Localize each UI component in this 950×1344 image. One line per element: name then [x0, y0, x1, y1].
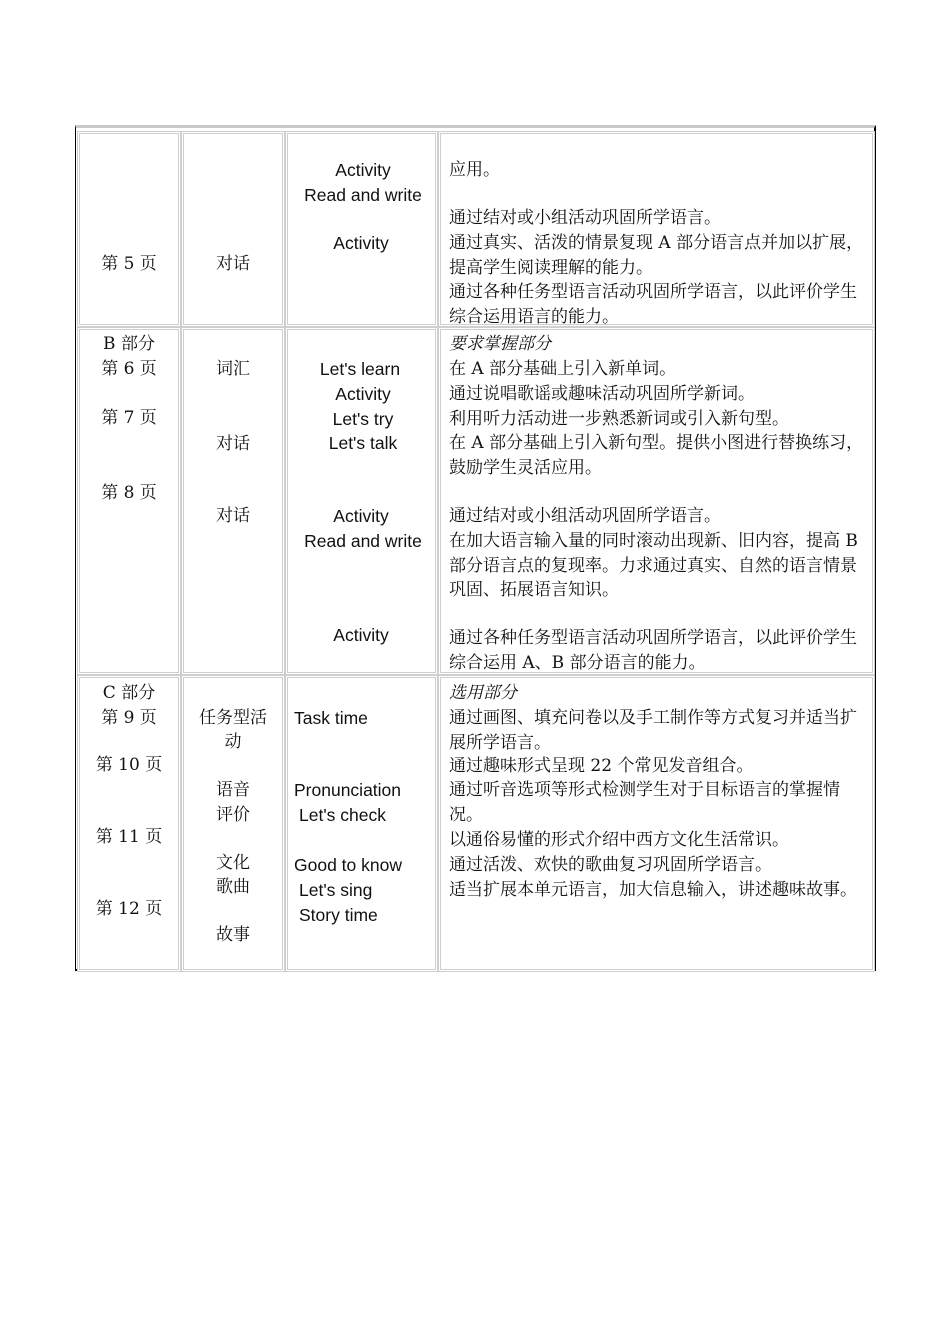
row3-page-cell	[77, 675, 181, 972]
description-text: 通过趣味形式呈现 22 个常见发音组合。	[449, 756, 754, 776]
activity-label: Good to know	[294, 855, 402, 875]
description-text: 通过结对或小组活动巩固所学语言。	[449, 208, 721, 228]
description-text: 通过各种任务型语言活动巩固所学语言，以此评价学生综合运用 A、B 部分语言的能力。	[449, 628, 857, 673]
description-text: 通过各种任务型语言活动巩固所学语言，以此评价学生综合运用语言的能力。	[449, 282, 857, 327]
type-label: 词汇	[216, 359, 250, 379]
page-label: 第 8 页	[101, 483, 157, 503]
description-text: 通过结对或小组活动巩固所学语言。	[449, 506, 721, 526]
row1-type-cell	[181, 131, 285, 327]
description-text: 通过听音选项等形式检测学生对于目标语言的掌握情况。	[449, 780, 840, 825]
description-text: 应用。	[449, 160, 500, 180]
row3-desc-cell	[438, 675, 875, 972]
curriculum-table	[75, 125, 876, 971]
page-label: 第 9 页	[101, 708, 157, 728]
activity-label: Read and write	[304, 531, 422, 551]
description-text: 通过说唱歌谣或趣味活动巩固所学新词。	[449, 384, 755, 404]
activity-label: Read and write	[304, 185, 422, 205]
description-heading: 要求掌握部分	[449, 334, 551, 354]
description-text: 在 A 部分基础上引入新单词。	[449, 359, 677, 379]
row1-activity-cell	[285, 131, 438, 327]
type-label: 歌曲	[216, 877, 250, 897]
description-heading: 选用部分	[449, 683, 517, 703]
row1-desc-cell	[438, 131, 875, 327]
activity-label: Let's try	[332, 409, 394, 429]
activity-label: Let's sing	[299, 880, 373, 900]
row2-desc-cell	[438, 327, 875, 675]
page-label: 第 12 页	[95, 899, 163, 919]
activity-label: Pronunciation	[294, 780, 402, 800]
type-label: 动	[224, 732, 242, 752]
row3-type-cell	[181, 675, 285, 972]
type-label: 对话	[216, 254, 250, 274]
type-label: 对话	[216, 506, 250, 526]
type-label: 故事	[216, 925, 250, 945]
activity-label: Let's talk	[328, 433, 398, 453]
activity-label: Activity	[333, 506, 389, 526]
type-label: 任务型活	[199, 708, 267, 728]
activity-label: Activity	[333, 625, 389, 645]
row1-page-cell	[77, 131, 181, 327]
description-text: 适当扩展本单元语言，加大信息输入，讲述趣味故事。	[449, 880, 857, 900]
row2-type-cell	[181, 327, 285, 675]
activity-label: Activity	[335, 160, 391, 180]
row2-activity-cell	[285, 327, 438, 675]
page-label: 第 11 页	[95, 827, 163, 847]
description-text: 通过真实、活泼的情景复现 A 部分语言点并加以扩展，提高学生阅读理解的能力。	[449, 233, 864, 278]
page-label: 第 6 页	[101, 359, 157, 379]
type-label: 评价	[216, 805, 250, 825]
type-label: 对话	[216, 434, 250, 454]
activity-label: Task time	[294, 708, 368, 728]
row2-page-cell	[77, 327, 181, 675]
description-text: 利用听力活动进一步熟悉新词或引入新句型。	[449, 409, 789, 429]
activity-label: Activity	[333, 233, 389, 253]
type-label: 语音	[216, 780, 250, 800]
page-label: 第 5 页	[101, 254, 157, 274]
description-text: 通过活泼、欢快的歌曲复习巩固所学语言。	[449, 855, 772, 875]
row3-activity-cell	[285, 675, 438, 972]
description-text: 在 A 部分基础上引入新句型。提供小图进行替换练习，鼓励学生灵活应用。	[449, 433, 864, 478]
type-label: 文化	[216, 853, 250, 873]
activity-label: Let's check	[299, 805, 386, 825]
description-text: 通过画图、填充问卷以及手工制作等方式复习并适当扩展所学语言。	[449, 708, 857, 753]
page-label: 第 10 页	[95, 755, 163, 775]
description-text: 在加大语言输入量的同时滚动出现新、旧内容，提高 B 部分语言点的复现率。力求通过真实、自然的语言情景巩固、拓展语言知识。	[449, 531, 858, 600]
activity-label: Activity	[335, 384, 391, 404]
activity-label: Let's learn	[319, 359, 401, 379]
page-label: 第 7 页	[101, 408, 157, 428]
activity-label: Story time	[299, 905, 378, 925]
section-label: C 部分	[102, 683, 156, 703]
section-label: B 部分	[103, 334, 155, 354]
description-text: 以通俗易懂的形式介绍中西方文化生活常识。	[449, 830, 789, 850]
